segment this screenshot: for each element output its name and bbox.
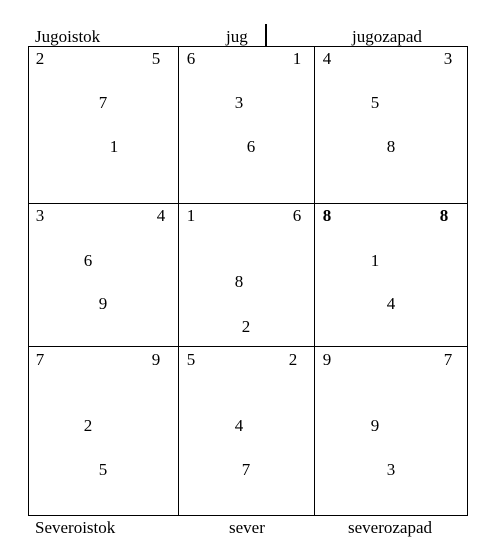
grid-line: [467, 46, 468, 516]
cell-r2c3-value: 1: [370, 251, 380, 270]
cell-r3c3-top-left: 9: [322, 350, 332, 369]
cell-r1c1-top-left: 2: [35, 49, 45, 68]
cell-r2c3-value: 4: [386, 294, 396, 313]
cell-r2c2-top-left: 1: [186, 206, 196, 225]
grid-line: [178, 46, 179, 516]
cell-r2c1-top-left: 3: [35, 206, 45, 225]
cell-r1c3-value: 5: [370, 93, 380, 112]
cell-r3c2-value: 7: [241, 460, 251, 479]
grid-line: [28, 46, 468, 47]
footer-northwest-label: severozapad: [348, 518, 433, 537]
cell-r2c2-value: 2: [241, 317, 251, 336]
cell-r1c3-top-left: 4: [322, 49, 332, 68]
cell-r2c3-top-right: 8: [439, 206, 449, 225]
grid-line: [28, 46, 29, 516]
cell-r3c1-top-left: 7: [35, 350, 45, 369]
grid-line: [28, 346, 468, 347]
cell-r2c1-top-right: 4: [156, 206, 166, 225]
cell-r3c3-value: 3: [386, 460, 396, 479]
grid-line: [28, 515, 468, 516]
cell-r1c1-value: 1: [109, 137, 119, 156]
cell-r1c2-top-right: 1: [292, 49, 302, 68]
cell-r2c2-value: 8: [234, 272, 244, 291]
cell-r3c1-value: 2: [83, 416, 93, 435]
cell-r3c3-top-right: 7: [443, 350, 453, 369]
grid-line: [314, 46, 315, 516]
cell-r3c2-value: 4: [234, 416, 244, 435]
cell-r3c1-value: 5: [98, 460, 108, 479]
cell-r1c2-value: 6: [246, 137, 256, 156]
cell-r3c2-top-left: 5: [186, 350, 196, 369]
cell-r1c3-value: 8: [386, 137, 396, 156]
grid-line: [28, 203, 468, 204]
cell-r2c3-top-left: 8: [322, 206, 332, 225]
footer-northeast-label: Severoistok: [35, 518, 116, 537]
header-southeast-label: Jugoistok: [35, 27, 101, 46]
cell-r2c1-value: 9: [98, 294, 108, 313]
cell-r3c3-value: 9: [370, 416, 380, 435]
cell-r1c2-value: 3: [234, 93, 244, 112]
cell-r2c2-top-right: 6: [292, 206, 302, 225]
cell-r1c1-value: 7: [98, 93, 108, 112]
cell-r1c2-top-left: 6: [186, 49, 196, 68]
header-south-label: jug: [226, 27, 248, 46]
cell-r3c2-top-right: 2: [288, 350, 298, 369]
cell-r1c3-top-right: 3: [443, 49, 453, 68]
cell-r1c1-top-right: 5: [151, 49, 161, 68]
footer-north-label: sever: [229, 518, 265, 537]
cell-r2c1-value: 6: [83, 251, 93, 270]
header-southwest-label: jugozapad: [352, 27, 422, 46]
cell-r3c1-top-right: 9: [151, 350, 161, 369]
